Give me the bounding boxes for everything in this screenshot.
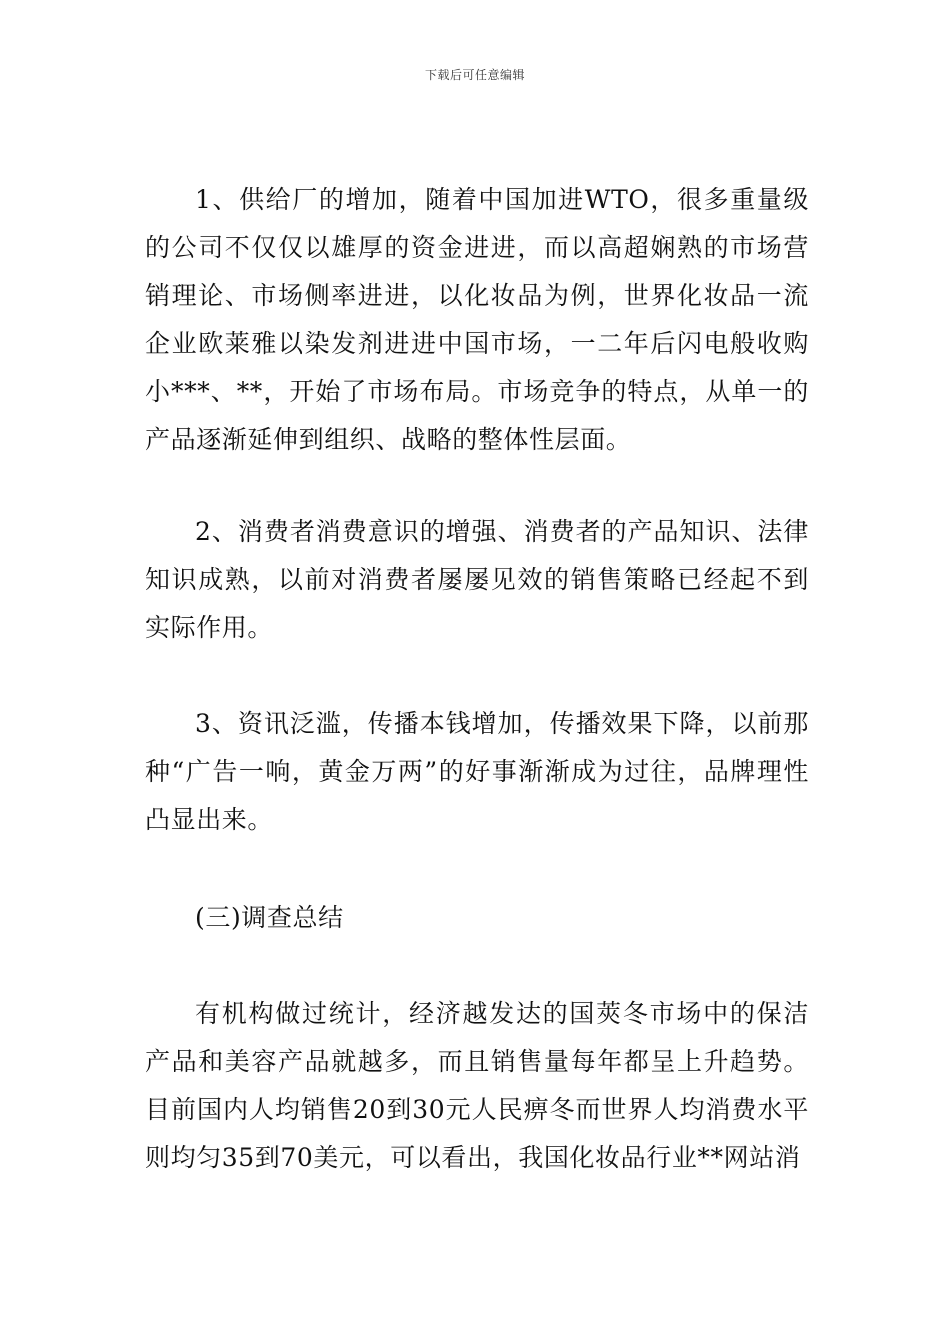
- paragraph-3: 3、资讯泛滥，传播本钱增加，传播效果下降，以前那种“广告一响，黄金万两”的好事渐渐成为过往，品牌理性凸显出来。: [145, 709, 809, 834]
- section-heading: (三)调查总结: [195, 903, 344, 932]
- paragraph-2: 2、消费者消费意识的增强、消费者的产品知识、法律知识成熟，以前对消费者屡屡见效的销售策略已经起不到实际作用。: [145, 517, 809, 642]
- paragraph-4: 有机构做过统计，经济越发达的国莢冬市场中的保洁产品和美容产品就越多，而且销售量每年都呈上升趋势。目前国内人均销售20到30元人民痹冬而世界人均消费水平则均匀35到70美元，可以看出，我国化妆品行业**网站消: [145, 999, 809, 1172]
- paragraph-1: 1、供给厂的增加，随着中国加进WTO，很多重量级的公司不仅仅以雄厚的资金进进，而以高超娴熟的市场营销理论、市场侧率进进，以化妆品为例，世界化妆品一流企业欧莱雅以染发剂进进中国市场，一二年后闪电般收购小***、**，开始了市场布局。市场竞争的特点，从单一的产品逐渐延伸到组织、战略的整体性层面。: [145, 185, 809, 454]
- page-header: 下载后可任意编辑: [424, 68, 525, 82]
- document-body: [145, 176, 809, 1182]
